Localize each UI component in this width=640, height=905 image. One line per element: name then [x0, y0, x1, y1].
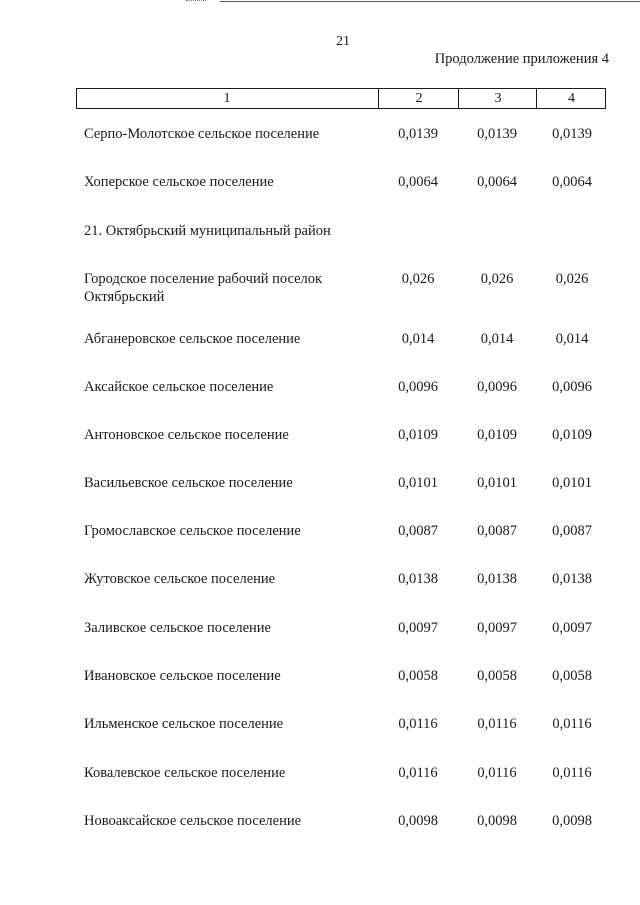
- settlement-name: Новоаксайское сельское поселение: [84, 813, 302, 829]
- value-col-4: 0,0101: [552, 475, 592, 491]
- scan-edge-rule: [220, 1, 640, 2]
- value-col-3: 0,0064: [477, 174, 517, 190]
- value-col-2: 0,0087: [398, 523, 438, 539]
- settlement-name: Городское поселение рабочий поселок Октябрьский: [84, 271, 323, 305]
- value-col-4: 0,0138: [552, 571, 592, 587]
- value-col-3: 0,0101: [477, 475, 517, 491]
- value-col-4: 0,026: [555, 271, 589, 287]
- settlement-name: Абганеровское сельское поселение: [84, 331, 301, 347]
- value-col-4: 0,0097: [552, 620, 592, 636]
- header-cell-col-4: 4: [536, 89, 606, 108]
- header-cell-col-1: 1: [223, 91, 231, 106]
- settlement-name: Аксайское сельское поселение: [84, 379, 274, 395]
- settlement-name: Ильменское сельское поселение: [84, 716, 284, 732]
- value-col-4: 0,0087: [552, 523, 592, 539]
- value-col-4: 0,0116: [552, 765, 592, 781]
- value-col-3: 0,026: [480, 271, 514, 287]
- value-col-3: 0,0097: [477, 620, 517, 636]
- value-col-3: 0,0098: [477, 813, 517, 829]
- value-col-2: 0,0139: [398, 126, 438, 142]
- value-col-3: 0,0116: [477, 765, 517, 781]
- value-col-4: 0,0064: [552, 174, 592, 190]
- settlement-name: Хоперское сельское поселение: [84, 174, 274, 190]
- page-number: 21: [336, 34, 350, 49]
- settlement-name: Заливское сельское поселение: [84, 620, 271, 636]
- settlement-name: Серпо-Молотское сельское поселение: [84, 126, 320, 142]
- settlement-name: Васильевское сельское поселение: [84, 475, 293, 491]
- value-col-2: 0,0096: [398, 379, 438, 395]
- value-col-2: 0,0116: [398, 716, 438, 732]
- settlement-name: Громославское сельское поселение: [84, 523, 301, 539]
- value-col-2: 0,0116: [398, 765, 438, 781]
- value-col-2: 0,0138: [398, 571, 438, 587]
- value-col-3: 0,0116: [477, 716, 517, 732]
- value-col-2: 0,0097: [398, 620, 438, 636]
- header-cell-col-2: 2: [378, 89, 459, 108]
- settlement-name: Жутовское сельское поселение: [84, 571, 276, 587]
- value-col-3: 0,0087: [477, 523, 517, 539]
- settlement-name: Ковалевское сельское поселение: [84, 765, 286, 781]
- settlement-name: Антоновское сельское поселение: [84, 427, 289, 443]
- value-col-2: 0,0064: [398, 174, 438, 190]
- value-col-2: 0,0109: [398, 427, 438, 443]
- scan-edge-mark: [186, 0, 206, 3]
- value-col-2: 0,0058: [398, 668, 438, 684]
- section-heading: 21. Октябрьский муниципальный район: [84, 223, 331, 239]
- value-col-3: 0,0058: [477, 668, 517, 684]
- value-col-4: 0,014: [555, 331, 589, 347]
- table-header-row: [76, 88, 606, 109]
- value-col-3: 0,014: [480, 331, 514, 347]
- header-cell-col-3: 3: [458, 89, 537, 108]
- value-col-4: 0,0116: [552, 716, 592, 732]
- value-col-4: 0,0058: [552, 668, 592, 684]
- continuation-note: Продолжение приложения 4: [434, 51, 609, 67]
- value-col-4: 0,0096: [552, 379, 592, 395]
- value-col-2: 0,026: [401, 271, 435, 287]
- settlement-name: Ивановское сельское поселение: [84, 668, 281, 684]
- value-col-2: 0,0101: [398, 475, 438, 491]
- value-col-3: 0,0096: [477, 379, 517, 395]
- value-col-2: 0,0098: [398, 813, 438, 829]
- value-col-3: 0,0138: [477, 571, 517, 587]
- value-col-3: 0,0139: [477, 126, 517, 142]
- value-col-4: 0,0098: [552, 813, 592, 829]
- value-col-2: 0,014: [401, 331, 435, 347]
- value-col-4: 0,0109: [552, 427, 592, 443]
- value-col-4: 0,0139: [552, 126, 592, 142]
- value-col-3: 0,0109: [477, 427, 517, 443]
